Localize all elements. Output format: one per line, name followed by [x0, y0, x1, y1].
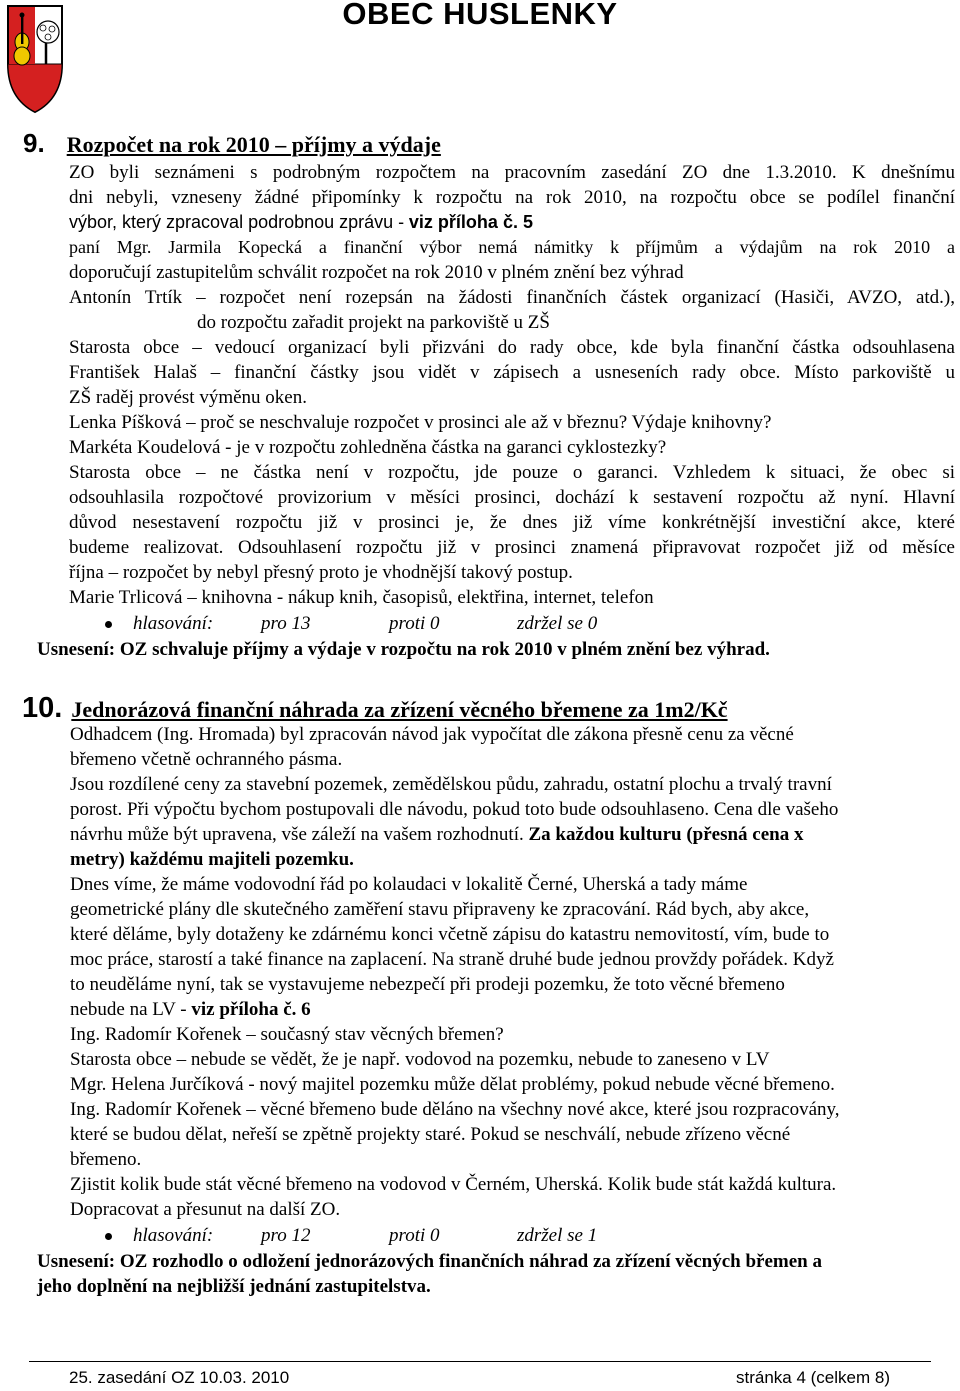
page-title: OBEC HUSLENKY	[342, 0, 618, 31]
text-line: výbor, který zpracoval podrobnou zprávu - viz příloha č. 5	[69, 212, 533, 232]
resolution: Usnesení: OZ schvaluje příjmy a výdaje v rozpočtu na rok 2010 v plném znění bez výhrad.	[37, 639, 770, 660]
vote-line	[133, 611, 597, 636]
text-line: Dnes víme, že máme vodovodní řád po kolaudaci v lokalitě Černé, Uherská a tady máme	[70, 874, 748, 895]
section-number: 10.	[22, 692, 63, 724]
text-line: Zjistit kolik bude stát věcné břemeno na vodovod v Černém, Uherská. Kolik bude stát každá kultura.	[70, 1174, 837, 1195]
text-line: ZŠ raděj provést výměnu oken.	[69, 387, 307, 408]
vote-proti: proti 0	[389, 613, 440, 634]
text-line: které se budou dělat, neřeší se zpětně projekty staré. Pokud se neschválí, nebude zřízeno věcné	[70, 1124, 791, 1145]
emphasis: Za každou kulturu (přesná cena x	[528, 824, 804, 845]
section-9-heading	[23, 128, 441, 159]
resolution: Usnesení: OZ rozhodlo o odložení jednorázových finančních náhrad za zřízení věcných břemen a	[37, 1251, 822, 1272]
attachment-reference: viz příloha č. 5	[408, 212, 533, 232]
text-line: Starosta obce – ne částka není v rozpočtu, jde pouze o garanci. Vzhledem k situaci, že obec si	[69, 462, 955, 483]
footer-page-number: stránka 4 (celkem 8)	[736, 1368, 890, 1387]
text-line: budeme realizovat. Odsouhlasení rozpočtu již v prosinci znamená připravovat rozpočet již od měsíce	[69, 537, 955, 558]
text-line: Odhadcem (Ing. Hromada) byl zpracován návod jak vypočítat dle zákona přesně cenu za věcné	[70, 724, 794, 745]
text-line: nebude na LV - viz příloha č. 6	[70, 999, 311, 1020]
text-line: Dopracovat a přesunut na další ZO.	[70, 1199, 341, 1220]
text-line: břemeno.	[70, 1149, 142, 1170]
section-title: Jednorázová finanční náhrada za zřízení věcného břemene za 1m2/Kč	[71, 697, 728, 722]
text-line: paní Mgr. Jarmila Kopecká a finanční výbor nemá námitky k příjmům a výdajům na rok 2010 a	[69, 237, 955, 257]
text-line: odsouhlasila rozpočtové provizorium v měsíci prosinci, dochází k sestavení rozpočtu až nyní. Hlavní	[69, 487, 955, 508]
text-line: břemeno včetně ochranného pásma.	[70, 749, 343, 770]
text-line: to neuděláme nyní, tak se vystavujeme nebezpečí při prodeji pozemku, že toto věcné břemeno	[70, 974, 785, 995]
text-line: Markéta Koudelová - je v rozpočtu zohledněna částka na garanci cyklostezky?	[69, 437, 667, 458]
vote-abstain: zdržel se 0	[517, 613, 598, 634]
text-line: ZO byli seznámeni s podrobným rozpočtem na pracovním zasedání ZO dne 1.3.2010. K dnešnímu	[69, 162, 955, 183]
footer-divider	[29, 1361, 931, 1362]
coat-of-arms-icon	[6, 2, 64, 114]
vote-proti: proti 0	[389, 1225, 440, 1246]
text-line: Ing. Radomír Kořenek – současný stav věcných břemen?	[70, 1024, 504, 1045]
vote-label: hlasování:	[133, 613, 214, 634]
text-line: které děláme, byly dotaženy ke zdárnému konci včetně zápisu do katastru nemovitostí, vím, bude to	[70, 924, 830, 945]
text-line: František Halaš – finanční částky jsou vidět v zápisech a usneseních rady obce. Místo parkoviště u	[69, 362, 955, 383]
footer-meeting: 25. zasedání OZ 10.03. 2010	[69, 1368, 290, 1387]
text-line: října – rozpočet by nebyl přesný proto je vhodnější takový postup.	[69, 562, 573, 583]
text-line: Jsou rozdílené ceny za stavební pozemek, zemědělskou půdu, zahradu, ostatní plochu a trvalý travní	[70, 774, 832, 795]
text-line: Antonín Trtík – rozpočet není rozepsán na žádosti finančních částek organizací (Hasiči, AVZO, atd.),	[69, 287, 955, 308]
bullet-icon	[105, 1233, 112, 1240]
text-line: do rozpočtu zařadit projekt na parkoviště u ZŠ	[197, 312, 550, 333]
text-line: Ing. Radomír Kořenek – věcné břemeno bude děláno na všechny nové akce, které jsou rozpracovány,	[70, 1099, 840, 1120]
vote-pro: pro 13	[261, 613, 311, 634]
text-line: návrhu může být upravena, vše záleží na vašem rozhodnutí. Za každou kulturu (přesná cena x	[70, 824, 804, 845]
text-line: Lenka Píšková – proč se neschvaluje rozpočet v prosinci ale až v březnu? Výdaje knihovny?	[69, 412, 772, 433]
text-line: metry) každému majiteli pozemku.	[70, 849, 354, 870]
vote-label: hlasování:	[133, 1225, 214, 1246]
text-line: moc práce, starostí a také finance na zaplacení. Na straně druhé bude jednou provždy pořádek. Když	[70, 949, 834, 970]
section-number: 9.	[23, 128, 45, 158]
text-line: Starosta obce – vedoucí organizací byli přizváni do rady obce, kde byla finanční částka odsouhlasena	[69, 337, 955, 358]
vote-line	[133, 1223, 597, 1248]
vote-pro: pro 12	[261, 1225, 311, 1246]
section-title: Rozpočet na rok 2010 – příjmy a výdaje	[66, 132, 441, 157]
bullet-icon	[105, 621, 112, 628]
vote-abstain: zdržel se 1	[517, 1225, 598, 1246]
text-line: Mgr. Helena Jurčíková - nový majitel pozemku může dělat problémy, pokud nebude věcné břemeno.	[70, 1074, 835, 1095]
text-line: důvod nesestavení rozpočtu již v prosinci je, že dnes již víme konkrétnější investiční akce, které	[69, 512, 955, 533]
text-line: dni nebyli, vzneseny žádné připomínky k rozpočtu na rok 2010, na rozpočtu obce se podílel finanční	[69, 187, 955, 208]
section-10-heading	[22, 692, 728, 725]
text-line: doporučují zastupitelům schválit rozpočet na rok 2010 v plném znění bez výhrad	[69, 262, 684, 283]
resolution: jeho doplnění na nejbližší jednání zastupitelstva.	[37, 1276, 431, 1297]
text-line: porost. Při výpočtu bychom postupovali dle návodu, pokud toto bude odsouhlaseno. Cena dle vašeho	[70, 799, 839, 820]
text-line: Marie Trlicová – knihovna - nákup knih, časopisů, elektřina, internet, telefon	[69, 587, 654, 608]
attachment-reference: viz příloha č. 6	[191, 999, 311, 1020]
text-line: geometrické plány dle skutečného zaměření stavu připraveny ke zpracování. Rád bych, aby akce,	[70, 899, 810, 920]
text-line: Starosta obce – nebude se vědět, že je např. vodovod na pozemku, nebude to zaneseno v LV	[70, 1049, 770, 1070]
